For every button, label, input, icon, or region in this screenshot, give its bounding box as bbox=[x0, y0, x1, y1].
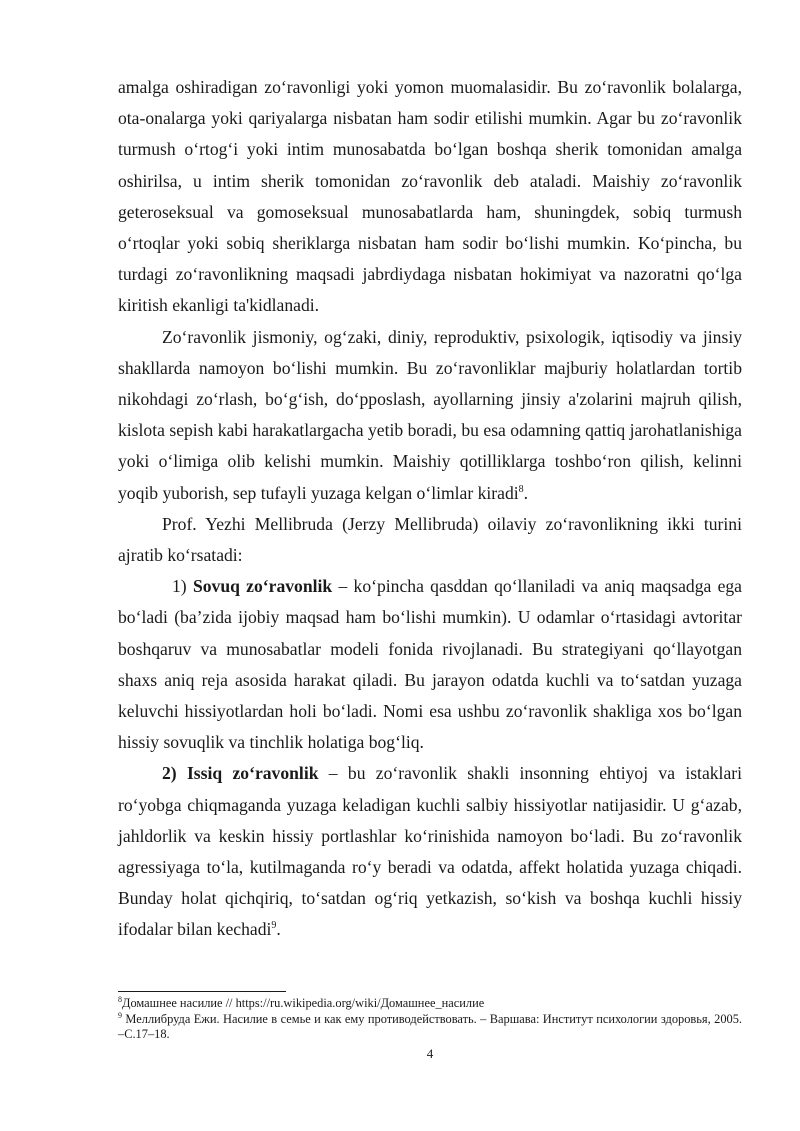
list-item-text: – bu zo‘ravonlik shakli insonning ehtiyoj va istaklari ro‘yobga chiqmaganda yuzaga keladigan kuchli salbiy hissiyotlar natijasidir. U g‘azab, jahldorlik va keskin hissiy portlashlar ko‘rinishida namoyon bo‘ladi. Bu zo‘ravonlik agressiyaga to‘la, kutilmaganda ro‘y beradi va odatda, affekt holatida yuzaga chiqadi. Bunday holat qichqiriq, to‘satdan og‘riq yetkazish, so‘kish va boshqa kuchli hissiy ifodalar bilan kechadi bbox=[118, 763, 742, 940]
list-item-end: . bbox=[276, 919, 281, 940]
footnote-ref-8[interactable]: 8 bbox=[518, 483, 524, 495]
footnote-8 bbox=[118, 996, 742, 1012]
paragraph-types-intro bbox=[118, 509, 742, 571]
footnotes bbox=[118, 996, 742, 1043]
list-item-hot-violence bbox=[118, 758, 742, 945]
footnote-number: 8 bbox=[118, 994, 122, 1004]
footnote-9 bbox=[118, 1012, 742, 1043]
paragraph-types-intro-text: Prof. Yezhi Mellibruda (Jerzy Mellibruda) oilaviy zo‘ravonlikning ikki turini ajratib ko‘rsatadi: bbox=[118, 513, 742, 566]
list-item-number: 1) bbox=[172, 576, 193, 597]
body-text bbox=[118, 72, 742, 946]
paragraph-intro-text: amalga oshiradigan zo‘ravonligi yoki yomon muomalasidir. Bu zo‘ravonlik bolalarga, ota-onalarga yoki qariyalarga nisbatan ham sodir etilishi mumkin. Agar bu zo‘ravonlik turmush o‘rtog‘i yoki intim munosabatda bo‘lgan boshqa sherik tomonidan amalga oshirilsa, u intim sherik tomonidan zo‘ravonlik deb ataladi. Maishiy zo‘ravonlik geteroseksual va gomoseksual munosabatlarda ham, shuningdek, sobiq turmush o‘rtoqlar yoki sobiq sheriklarga nisbatan ham sodir bo‘lishi mumkin. Ko‘pincha, bu turdagi zo‘ravonlikning maqsadi jabrdiydaga nisbatan hokimiyat va nazoratni qo‘lga kiritish ekanligi ta'kidlanadi. bbox=[118, 77, 742, 316]
paragraph-forms-text: Zo‘ravonlik jismoniy, og‘zaki, diniy, reproduktiv, psixologik, iqtisodiy va jinsiy shakllarda namoyon bo‘lishi mumkin. Bu zo‘ravonliklar majburiy holatlardan tortib nikohdagi zo‘rlash, bo‘g‘ish, do‘pposlash, ayollarning jinsiy a'zolarini majruh qilish, kislota sepish kabi harakatlargacha yetib boradi, bu esa odamning qattiq jarohatlanishiga yoki o‘limiga olib kelishi mumkin. Maishiy qotilliklarga toshbo‘ron qilish, kelinni yoqib yuborish, sep tufayli yuzaga kelgan o‘limlar kiradi bbox=[118, 326, 742, 503]
list-item-text: – ko‘pincha qasddan qo‘llaniladi va aniq maqsadga ega bo‘ladi (ba’zida ijobiy maqsad ham bo‘lishi mumkin). U odamlar o‘rtasidagi avtoritar boshqaruv va munosabatlar modeli fonida rivojlanadi. Bu strategiyani qo‘llayotgan shaxs aniq reja asosida harakat qiladi. Bu jarayon odatda kuchli va to‘satdan yuzaga keluvchi hissiyotlardan holi bo‘ladi. Nomi esa ushbu zo‘ravonlik shakliga xos bo‘lgan hissiy sovuqlik va tinchlik holatiga bog‘liq. bbox=[118, 576, 742, 753]
footnote-text: Домашнее насилие // https://ru.wikipedia.org/wiki/Домашнее_насилие bbox=[122, 996, 485, 1010]
footnote-separator bbox=[118, 991, 286, 992]
paragraph-forms-end: . bbox=[523, 482, 529, 503]
list-item-title: 2) Issiq zo‘ravonlik bbox=[162, 763, 319, 784]
footnote-text: Меллибруда Ежи. Насилие в семье и как ему противодействовать. – Варшава: Институт психологии здоровья, 2005. –С.17–18. bbox=[118, 1011, 742, 1042]
list-item-cold-violence bbox=[118, 571, 742, 758]
paragraph-forms bbox=[118, 322, 742, 509]
page-number: 4 bbox=[426, 1046, 434, 1061]
footnote-number: 9 bbox=[118, 1010, 122, 1020]
list-item-title: Sovuq zo‘ravonlik bbox=[192, 576, 333, 597]
footnote-ref-9[interactable]: 9 bbox=[271, 920, 277, 932]
paragraph-intro bbox=[118, 72, 742, 322]
